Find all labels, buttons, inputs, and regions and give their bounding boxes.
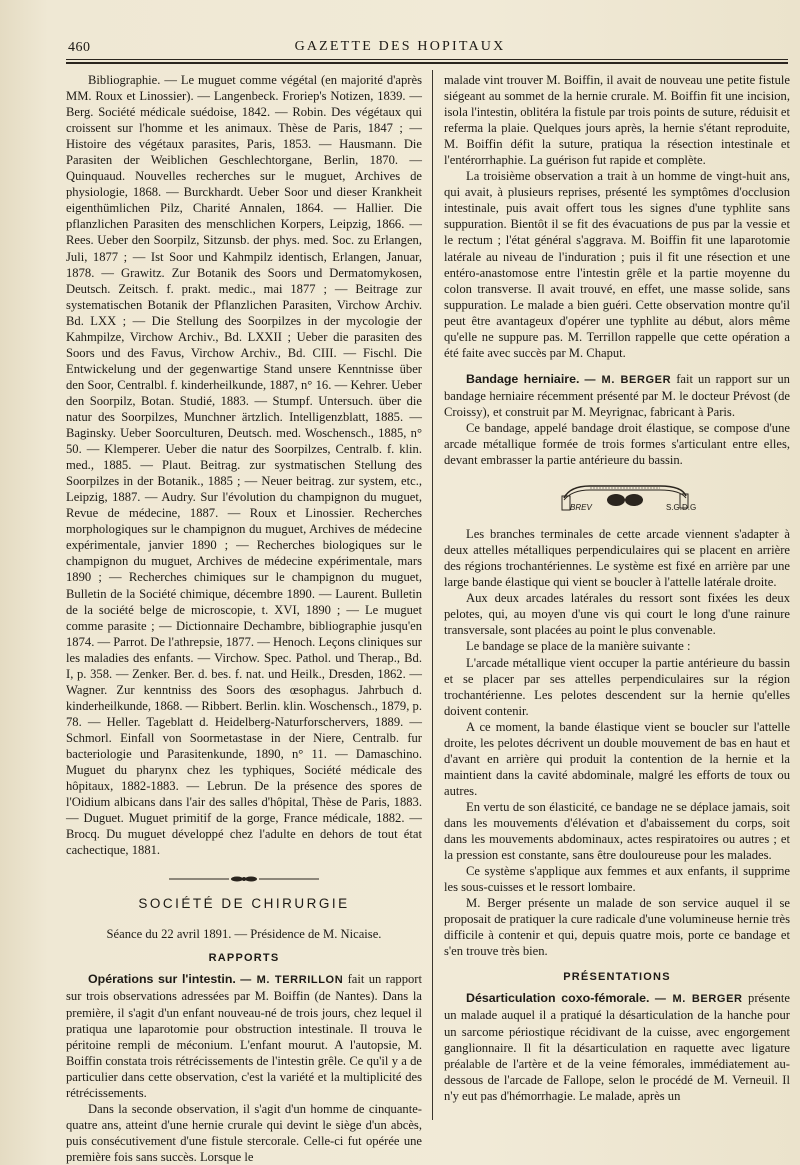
berger-paragraph: M. Berger présente un malade de son service auquel il se proposait de pratiquer la cure radicale d'une volumineuse hernie très difficile à contenir et qui, depuis quatre mois, porte ce bandage et s'en trouve très bien.: [444, 896, 790, 959]
operations-lead: Opérations sur l'intestin.: [88, 972, 236, 987]
operations-paragraph-2: Dans la seconde observation, il s'agit d'un homme de cinquante-quatre ans, atteint d'une hernie crurale qui devint le siège d'un abcès, puis consécutivement d'une fistule stercorale. Celle-ci fut opérée une première fois sans succès. Lorsque le: [66, 1101, 422, 1164]
operations-author: — M. TERRILLON: [240, 974, 344, 987]
running-head: [0, 0, 800, 60]
bandage-paragraph: [444, 371, 790, 420]
section-title: SOCIÉTÉ DE CHIRURGIE: [138, 896, 350, 912]
bibliography-paragraph: Bibliographie. — Le muguet comme végétal (en majorité d'après MM. Roux et Linossier). — Langenbeck. Froriep's Notizen, 1839. — Berg. Société médicale suédoise, 1842. — Robin. Des végétaux qui croissent sur l'homme et les animaux. Thèse de Paris, 1847 ; — Histoire des végétaux parasites, Paris, 1853. — Hausmann. Die Parasiten der Weiblichen Geschlechtorgane, Berlin, 1870. — Quinquaud. Nouvelles recherches sur le muguet, Archives de physiologie, 1868. — Burckhardt. Ueber Soor und dieser Krankheit eigenthümlichen Pilz, Charité Annalen, 1864. — Hallier. Die pflanzlichen Parasiten des menschlichen Korpers, Leipzig, 1866. — Rees. Ueber den Soorpilz, Sitzunsb. der phys. med. Soc. zu Erlangen, Juli, 1877 ; — Ist Soor und Kahmpilz identisch, Erlangen, Januar, 1878. — Grawitz. Zur Botanik des Soors und Dermatomykosen, Deutsch. Zeitsch. f. prakt. medic., mai 1877 ; — Beitrage zur systematischen Botanik der Pflanzlichen Parasiten, Virchow Archiv. Bd. LXX ; — Die Stellung des Soorpilzes in der mycologie der Kahmpilze, Virchow Archiv., Bd. LXXII ; Ueber die parasiten des Soors und des Favus, Virchow Archiv., Bd. CIII. — Fischl. Die Entwickelung und der gegenwartige Stand unsere Kenntnisse über den Soor, Centralbl. f. kinderheilkunde, 1887, n° 16. — Kehrer. Ueber den Soorpilz, Botan. Studié, 1883. — Stumpf. Untersuch. über die natur des Soorpilzes, Munchner ärtzlich. Intelligenzblatt, 1885. — Baginsky. Ueber Soorculturen, Deutsch. med. Woschensch., 1885, n° 50. — Klemperer. Ueber die natur des Soorpilzes, Centralb. f. klin. med., 1885. — Plaut. Beitrag. zur systmatischen Stellung des Soorpilzes in der Botanik., 1885 ; — Neuer beitrag. zur system, etc., Leipzig, 1887. — Audry. Sur l'évolution du champignon du muguet, Revue de médecine, 1887. — Roux et Linossier. Recherches morphologiques sur le champignon du muguet, Archives de médecine expérimentale, janvier 1890 ; — Recherches biologiques sur le champignon du muguet, Archives de médecine expérimentale, mars 1890 ; — Recherches chimiques sur le champignon du muguet, Bulletin de la Société chimique, décembre 1890. — Laurent. Bulletin de la société belge de microscopie, t. XVI, 1890 ; — Le muguet comme parasite ; — Dictionnaire Dechambre, bibliographie jusqu'en 1874. — Parrot. De l'athrepsie, 1877. — Henoch. Leçons cliniques sur les maladies des enfants. — Virchow. Spec. Pathol. und Therap., Bd. I, p. 358. — Zenker. Ber. d. bes. f. nat. und Heilk., Dresden, 1862. — Wagner. Zur kenntniss des Soors des œsophagus. Jahrbuch d. kinderheilkunde, 1868. — Ribbert. Berlin. klin. Woschensch., 1879, p. 78. — Heller. Tageblatt d. Heidelberg-Naturforschervers, 1889. — Schmorl. Einfall von Soormetastase in der Niere, Centralb. fur bacteriologie und Parasitenkunde, 1890, n° 11. — Damaschino. Muguet du pharynx chez les typhiques, Société médicale des hôpitaux, 1882-1883. — Lebrun. De la présence des spores de l'Oidium albicans dans l'air des salles d'hôpital, Thèse de Paris, 1883. — Duguet. Muguet primitif de la gorge, France médicale, 1882. — Brocq. Du muguet développé chez l'adulte en dehors de tout état cachectique, 1881.: [66, 73, 422, 858]
journal-title: GAZETTE DES HOPITAUX: [294, 39, 506, 54]
column-divider: [432, 70, 433, 1120]
left-column: [66, 72, 422, 1165]
moment-paragraph: A ce moment, la bande élastique vient se boucler sur l'attelle droite, les pelotes décrivent un double mouvement de bas en haut et d'avant en arrière qui produit la contention de la hernie et la maintient dans la cavité abdominale, malgré les efforts de toux ou autres.: [444, 719, 790, 798]
branches-paragraph: Les branches terminales de cette arcade viennent s'adapter à deux attelles métalliques perpendiculaires qui se placent en arrière des régions trochantériennes. Le système est fixé en arrière par une large bande élastique qui vient se boucler à l'attelle latérale droite.: [444, 527, 790, 590]
figure-label-left: BREV: [570, 503, 592, 513]
figure-label-right: S.G.D.G: [666, 503, 697, 513]
operations-text: fait un rapport sur trois observations adressées par M. Boiffin (de Nantes). Dans la première, il s'agit d'un enfant nouveau-né de trois jours, chez lequel il pratiqua une laparotomie pour obstruction intestinale. Il trouva le péritoine rempli de méconium. L'enfant mourut. A l'autopsie, M. Boiffin constata trois rétrécissements de l'intestin grêle. Ce qu'il y a de particulier dans cette observation, c'est la variété et la multiplicité des rétrécissements.: [66, 972, 422, 1100]
desarticulation-paragraph: [444, 990, 790, 1103]
bandage-author: — M. BERGER: [584, 373, 672, 386]
header-rule: [66, 59, 788, 60]
bandage-lead: Bandage herniaire.: [466, 371, 580, 386]
operations-paragraph: [66, 971, 422, 1100]
arcade-paragraph: L'arcade métallique vient occuper la partie antérieure du bassin et se placer par ses attelles perpendiculaires sur la région trochantérienne. Les pelotes descendent sur la hernie qu'elles doivent contenir.: [444, 655, 790, 718]
third-observation-paragraph: La troisième observation a trait à un homme de vingt-huit ans, qui avait, à plusieurs reprises, présenté les symptômes d'occlusion intestinale, puis avait offert tous les signes d'une typhlite sans suppuration. Bientôt il se fit des évacuations de pus par la vessie et le rectum ; l'état général s'aggrava. M. Boiffin fit une laparotomie latérale au niveau de l'induration ; puis il fit une résection et une entéro-anastomose entre l'intestin grêle et la partie moyenne du colon transverse. Il avait trouvé, en effet, une masse solide, sans suppuration. Le malade a bien guéri. Cette observation montre qu'il peut être avantageux d'opérer une typhlite au début, alors même qu'elle ne suppure pas. M. Terrillon rappelle que cette opération a été faite avec succès par M. Chaput.: [444, 169, 790, 360]
system-paragraph: Ce système s'applique aux femmes et aux enfants, il supprime les sous-cuisses et le ressort lombaire.: [444, 864, 790, 895]
seance-line: Séance du 22 avril 1891. — Présidence de M. Nicaise.: [106, 927, 382, 942]
presentations-heading: PRÉSENTATIONS: [563, 971, 671, 984]
desarticulation-author: — M. BERGER: [654, 993, 743, 1006]
header-rule-thick: [66, 62, 788, 64]
section-ornament: [169, 874, 319, 884]
bandage-text: fait un rapport sur un bandage herniaire récemment présenté par M. le docteur Prévost (de Croissy), et construit par M. Meyrignac, fabricant à Paris.: [444, 371, 790, 419]
right-column: [444, 72, 790, 1104]
bandage-description: Ce bandage, appelé bandage droit élastique, se compose d'une arcade métallique formée de trois formes s'articulant entre elles, devant embrasser la partie antérieure du bassin.: [444, 420, 790, 468]
desarticulation-lead: Désarticulation coxo-fémorale.: [466, 991, 650, 1006]
desarticulation-text: présente un malade auquel il a pratiqué la désarticulation de la hanche pour un sarcome périostique récidivant de la cuisse, avec engorgement ganglionnaire. Il fit la désarticulation en raquette avec ligature préalable de l'artère et de la veine fémorales, immédiatement au-dessous de l'arcade de Fallope, selon le procédé de M. Verneuil. Il n'y eut pas d'hémorrhagie. Le malade, après un: [444, 991, 791, 1103]
elasticity-paragraph: En vertu de son élasticité, ce bandage ne se déplace jamais, soit dans les mouvements d'élévation et d'abaissement du corps, soit dans les mouvements abdominaux, actes respiratoires ou autres ; et la pression est constante, sans être douloureuse pour les malades.: [444, 799, 790, 863]
placement-paragraph: Le bandage se place de la manière suivante :: [466, 639, 691, 654]
page-number: 460: [68, 40, 91, 55]
bandage-figure: [444, 478, 790, 516]
rapports-heading: RAPPORTS: [208, 952, 280, 965]
boiffin-paragraph: malade vint trouver M. Boiffin, il avait de nouveau une petite fistule siégeant au sommet de la hernie crurale. M. Boiffin fit une incision, isola l'intestin, oblitéra la fistule par trois points de suture, réduisit et referma la plaie. Quelques jours après, la hernie s'étant reproduite, M. Boiffin défit la suture, pratiqua la résection intestinale et l'entérorrhaphie. La guérison fut rapide et complète.: [444, 73, 790, 168]
arcades-paragraph: Aux deux arcades latérales du ressort sont fixées les deux pelotes, qui, au moyen d'une vis qui court le long d'une rainure transversale, sont placées au point le plus convenable.: [444, 591, 790, 638]
